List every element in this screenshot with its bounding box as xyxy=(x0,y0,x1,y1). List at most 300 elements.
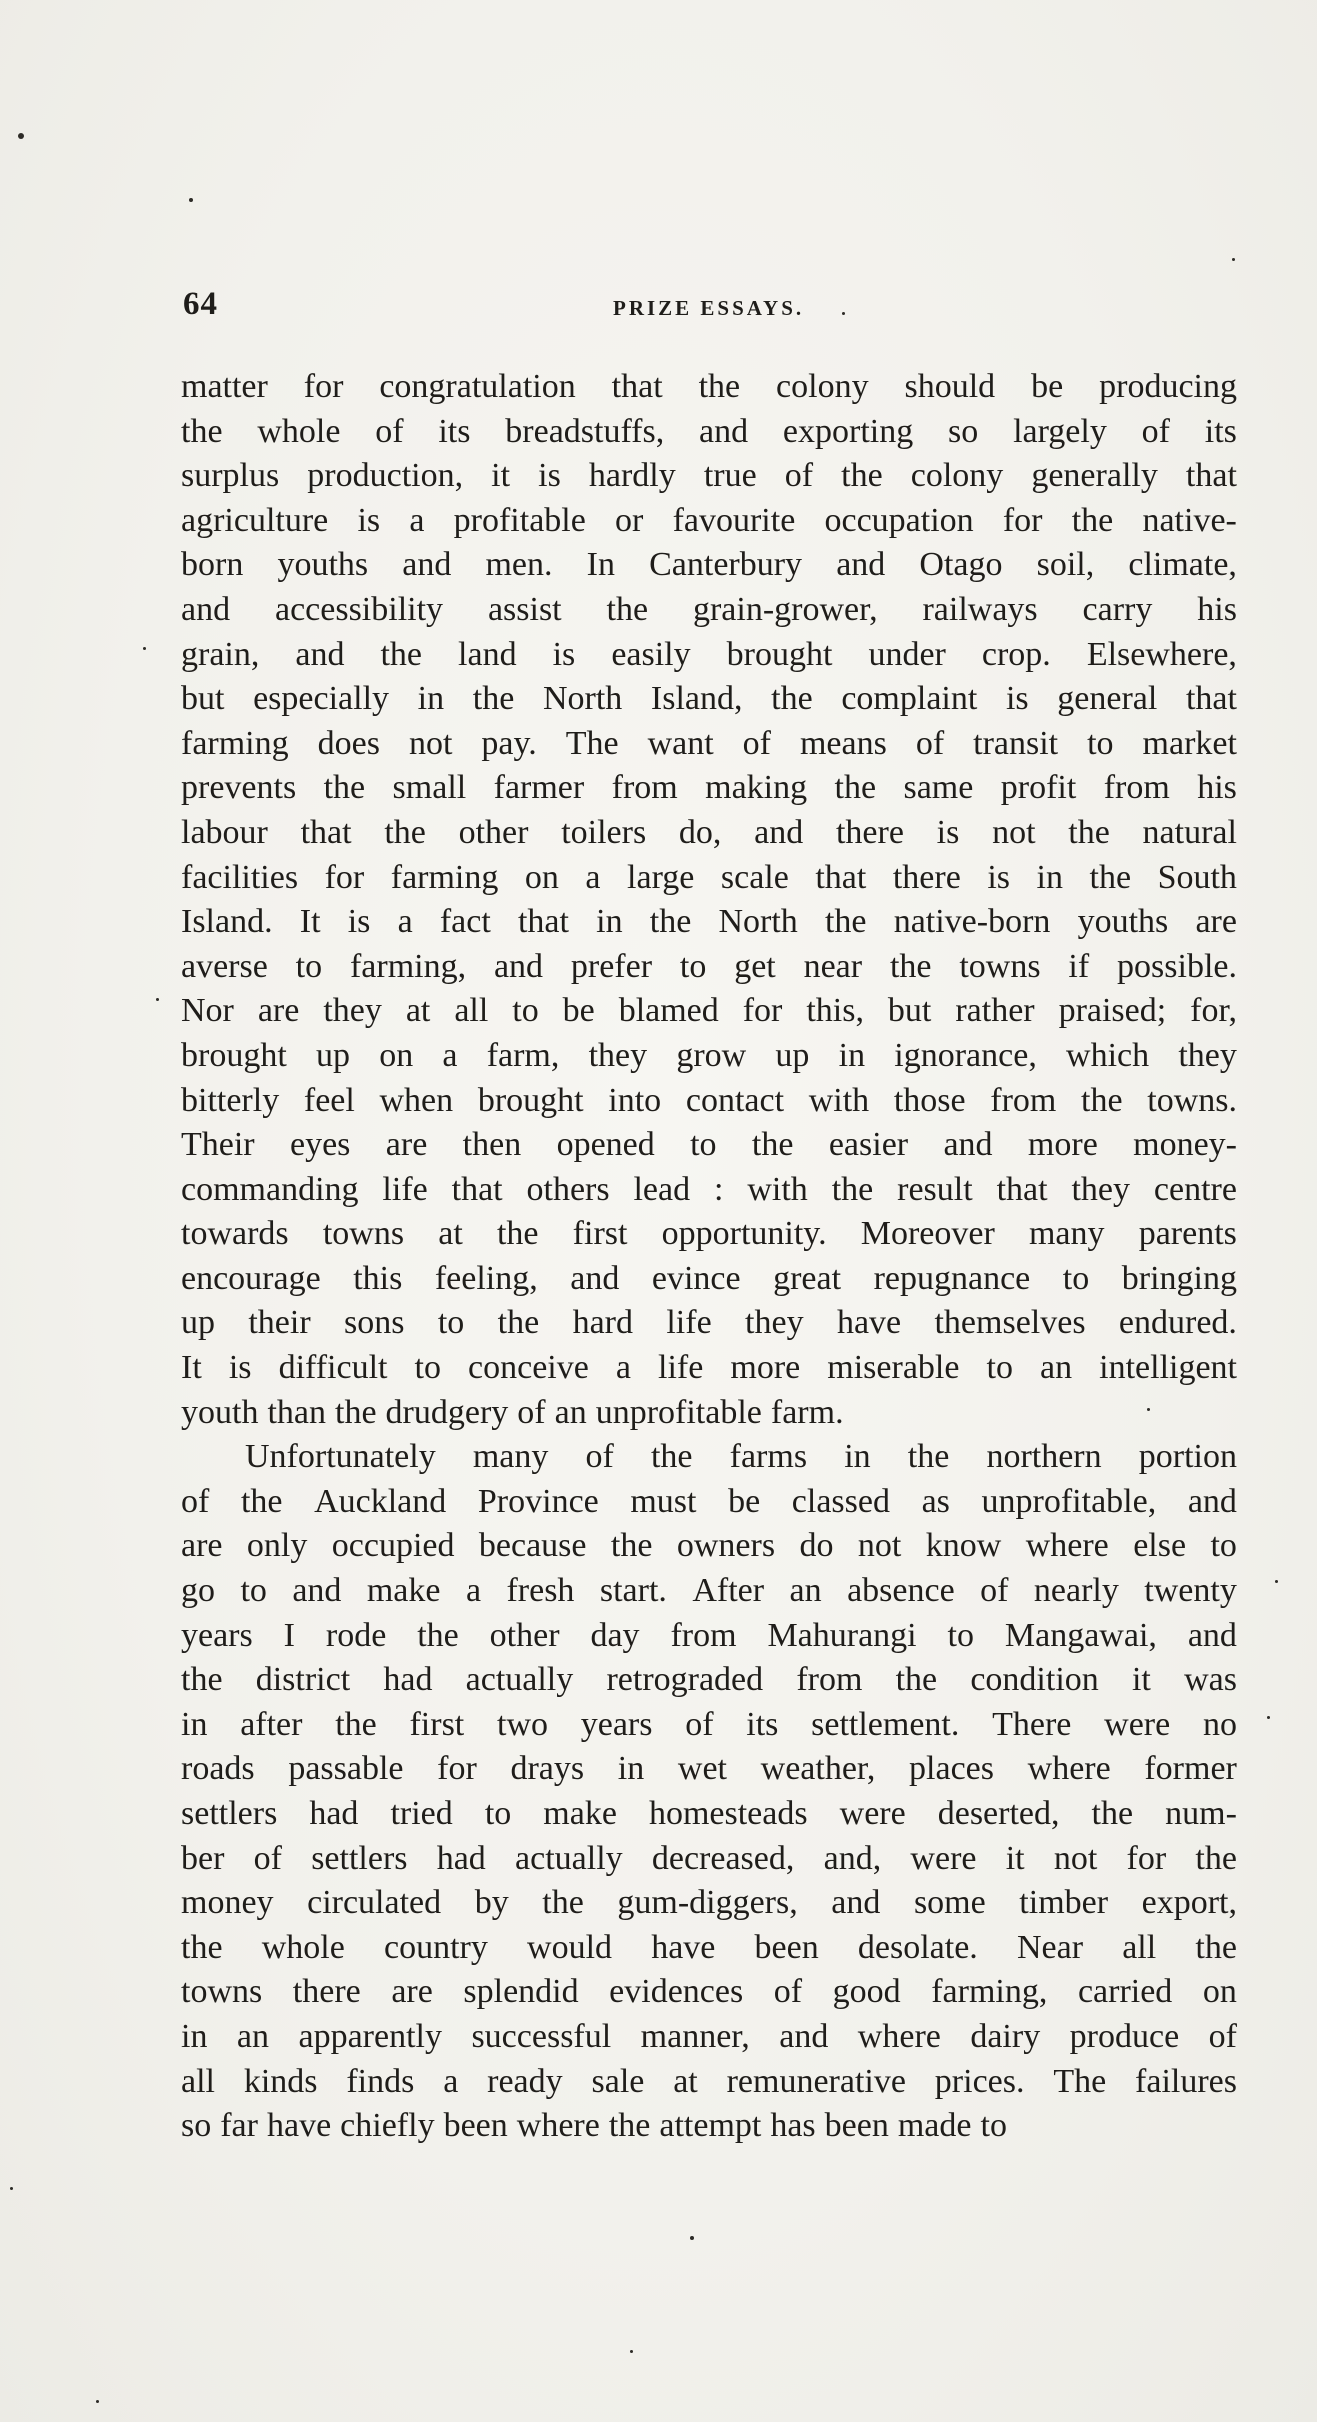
word: Otago xyxy=(919,546,1003,584)
word: exporting xyxy=(782,412,914,450)
word: miserable xyxy=(827,1349,960,1387)
word: failures xyxy=(1135,2062,1237,2100)
text-line xyxy=(181,1034,1237,1079)
text-line xyxy=(181,900,1237,945)
word: made xyxy=(897,2107,972,2145)
word: timber xyxy=(1019,1884,1109,1922)
word: brought xyxy=(181,1036,287,1074)
word: the xyxy=(496,1215,539,1253)
word: towns xyxy=(322,1215,405,1253)
word: the xyxy=(1071,501,1114,539)
word: scale xyxy=(720,858,789,896)
word: towns xyxy=(959,947,1041,985)
word: an xyxy=(236,2017,270,2055)
word: not xyxy=(857,1527,902,1565)
word: successful xyxy=(471,2017,612,2055)
word: farm, xyxy=(486,1036,560,1074)
word: opened xyxy=(556,1126,655,1164)
word: this xyxy=(353,1259,403,1297)
word: to xyxy=(679,947,707,985)
word: life xyxy=(666,1304,712,1342)
word: but xyxy=(887,992,932,1030)
text-line xyxy=(181,1435,1237,1480)
word: of xyxy=(1208,2017,1237,2055)
word: they xyxy=(745,1304,804,1342)
word: Moreover xyxy=(860,1215,995,1253)
text-line xyxy=(181,1658,1237,1703)
word: the xyxy=(610,1527,653,1565)
word: drays xyxy=(510,1750,585,1788)
word: former xyxy=(1144,1750,1237,1788)
word: largely xyxy=(1013,412,1107,450)
word: agriculture xyxy=(181,501,329,539)
word: that xyxy=(815,858,867,896)
word: where xyxy=(857,2017,941,2055)
word: were xyxy=(910,1839,977,1877)
word: not xyxy=(408,724,453,762)
word: the xyxy=(384,813,426,851)
word: carried xyxy=(1077,1973,1173,2011)
word: by xyxy=(474,1884,509,1922)
word: profit xyxy=(1000,769,1077,807)
word: labour xyxy=(181,813,268,851)
word: produce xyxy=(1069,2017,1180,2055)
word: where xyxy=(1025,1527,1109,1565)
text-line xyxy=(181,454,1237,499)
text-line xyxy=(181,2104,1237,2149)
text-line xyxy=(181,1703,1237,1748)
word: an xyxy=(789,1572,822,1610)
word: up xyxy=(775,1036,810,1074)
word: occupation xyxy=(824,501,974,539)
word: had xyxy=(383,1661,433,1699)
word: evidences xyxy=(609,1973,744,2011)
word: owners xyxy=(676,1527,776,1565)
word: is xyxy=(357,501,381,539)
word: the xyxy=(181,1928,223,1966)
word: Unfortunately xyxy=(245,1438,436,1476)
word: on xyxy=(524,858,559,896)
word: know xyxy=(925,1527,1002,1565)
word: to xyxy=(240,1572,267,1610)
word: chiefly xyxy=(340,2107,435,2145)
word: carry xyxy=(1082,590,1153,628)
word: endured. xyxy=(1118,1304,1237,1342)
word: do, xyxy=(678,813,722,851)
word: an xyxy=(554,1393,587,1431)
word: years xyxy=(580,1705,653,1743)
word: make xyxy=(543,1795,617,1832)
word: in xyxy=(417,680,445,718)
word: at xyxy=(438,1215,463,1253)
word: life xyxy=(382,1170,428,1208)
word: an xyxy=(1040,1349,1073,1387)
text-line xyxy=(181,499,1237,544)
word: whole xyxy=(261,1928,345,1966)
word: it xyxy=(491,457,511,495)
text-line xyxy=(181,766,1237,811)
word: they xyxy=(588,1036,648,1074)
word: large xyxy=(627,858,695,896)
word: in xyxy=(838,1036,866,1074)
word: producing xyxy=(1099,368,1237,405)
word: first xyxy=(409,1705,465,1743)
word: not xyxy=(1053,1839,1098,1877)
word: is xyxy=(1005,680,1029,718)
word: so xyxy=(181,2107,212,2145)
dust-speck xyxy=(156,998,159,1001)
word: that xyxy=(611,368,663,405)
word: easier xyxy=(828,1126,909,1164)
word: in xyxy=(844,1438,871,1476)
word: Canterbury xyxy=(649,546,803,584)
word: to xyxy=(1210,1527,1237,1565)
word: on xyxy=(379,1036,414,1074)
word: to xyxy=(947,1616,974,1654)
word: especially xyxy=(253,680,390,718)
word: all xyxy=(181,2062,215,2100)
word: toilers xyxy=(561,813,647,851)
word: of xyxy=(375,412,404,450)
word: up xyxy=(181,1304,215,1342)
word: market xyxy=(1142,724,1237,762)
word: It xyxy=(299,903,321,941)
word: result xyxy=(897,1170,973,1208)
word: want xyxy=(647,724,714,762)
word: good xyxy=(832,1973,901,2011)
word: and xyxy=(1187,1482,1237,1520)
word: Auckland xyxy=(314,1482,447,1520)
dust-speck xyxy=(10,2187,13,2190)
word: all xyxy=(454,992,489,1030)
word: that xyxy=(517,903,569,941)
word: is xyxy=(936,813,960,851)
word: places xyxy=(909,1750,994,1788)
word: difficult xyxy=(278,1349,388,1387)
word: remunerative xyxy=(726,2062,906,2100)
word: born xyxy=(181,546,244,584)
word: under xyxy=(868,635,946,673)
word: the xyxy=(497,1304,540,1342)
word: for, xyxy=(1190,992,1237,1030)
word: they xyxy=(1071,1170,1130,1208)
word: ready xyxy=(487,2062,563,2100)
word: climate, xyxy=(1128,546,1237,584)
word: some xyxy=(913,1884,986,1922)
text-line xyxy=(181,2060,1237,2105)
word: go xyxy=(181,1572,215,1610)
word: manner, xyxy=(640,2017,750,2055)
word: where xyxy=(516,2107,600,2145)
word: been xyxy=(824,2107,889,2145)
word: and xyxy=(1187,1616,1237,1654)
word: a xyxy=(615,1349,631,1387)
word: are xyxy=(257,992,300,1030)
word: blamed xyxy=(618,992,719,1030)
word: there xyxy=(835,813,904,851)
word: his xyxy=(1197,590,1237,628)
word: feeling, xyxy=(434,1259,538,1297)
word: great xyxy=(773,1259,842,1297)
word: of xyxy=(773,1973,803,2011)
word: bitterly xyxy=(181,1081,280,1119)
word: they xyxy=(323,992,382,1030)
text-line xyxy=(181,1747,1237,1792)
word: a xyxy=(465,1572,482,1610)
word: money- xyxy=(1133,1126,1237,1164)
word: to xyxy=(512,992,539,1030)
word: no xyxy=(1202,1705,1237,1743)
word: have xyxy=(266,2107,332,2145)
word: the xyxy=(889,947,932,985)
word: then xyxy=(462,1126,522,1164)
word: native-born xyxy=(893,903,1051,941)
word: day xyxy=(590,1616,640,1654)
word: native- xyxy=(1142,501,1237,539)
word: absence xyxy=(847,1572,955,1610)
word: is xyxy=(552,635,576,673)
word: the xyxy=(698,368,741,405)
word: its xyxy=(1204,412,1237,450)
word: railways xyxy=(922,590,1038,628)
word: fresh xyxy=(506,1572,575,1610)
text-line xyxy=(181,588,1237,633)
word: have xyxy=(651,1928,716,1966)
word: at xyxy=(405,992,431,1030)
text-line xyxy=(181,1301,1237,1346)
word: in xyxy=(1036,858,1063,896)
word: the xyxy=(841,457,883,495)
word: the xyxy=(834,769,877,807)
word: life xyxy=(658,1349,704,1387)
word: accessibility xyxy=(274,590,444,628)
word: intelligent xyxy=(1099,1349,1237,1387)
word: the xyxy=(1068,813,1110,851)
word: sale xyxy=(591,2062,645,2100)
word: start. xyxy=(599,1572,667,1610)
word: from xyxy=(796,1661,863,1699)
word: colony xyxy=(776,368,869,405)
word: for xyxy=(1002,501,1043,539)
dust-speck xyxy=(630,2350,633,2353)
word: many xyxy=(472,1438,549,1476)
word: in xyxy=(181,1705,208,1743)
word: Near xyxy=(1016,1928,1084,1966)
word: of xyxy=(742,724,771,762)
word: so xyxy=(948,412,979,450)
word: in xyxy=(617,1750,645,1788)
word: of xyxy=(784,457,814,495)
word: this, xyxy=(806,992,864,1030)
word: circulated xyxy=(307,1884,442,1922)
dust-speck xyxy=(1275,1580,1278,1583)
word: actually xyxy=(515,1839,623,1877)
word: the xyxy=(335,1705,377,1743)
word: more xyxy=(730,1349,801,1387)
word: dairy xyxy=(970,2017,1041,2055)
word: colony xyxy=(910,457,1004,495)
word: money xyxy=(181,1884,274,1922)
word: ignorance, xyxy=(894,1036,1037,1074)
word: the xyxy=(380,635,423,673)
word: are xyxy=(1195,903,1237,941)
word: his xyxy=(1197,769,1237,807)
text-line xyxy=(181,1480,1237,1525)
dust-speck xyxy=(143,647,146,650)
word: farmer xyxy=(493,769,585,807)
word: apparently xyxy=(298,2017,442,2055)
word: Island. xyxy=(181,903,273,941)
word: and xyxy=(943,1126,993,1164)
word: more xyxy=(1027,1126,1098,1164)
word: condition xyxy=(970,1661,1099,1699)
word: its xyxy=(438,412,471,450)
dust-speck xyxy=(1147,1408,1150,1411)
word: and xyxy=(402,546,452,584)
word: for xyxy=(324,858,365,896)
word: and xyxy=(295,635,345,673)
text-line xyxy=(181,1079,1237,1124)
word: decreased, xyxy=(651,1839,795,1877)
word: from xyxy=(611,769,678,807)
word: and xyxy=(493,947,544,985)
word: would xyxy=(527,1928,613,1966)
text-line xyxy=(181,1569,1237,1614)
word: to xyxy=(980,2107,1007,2145)
word: small xyxy=(392,769,467,807)
word: and xyxy=(570,1259,620,1297)
word: true xyxy=(703,457,757,495)
word: North xyxy=(718,903,798,941)
word: classed xyxy=(791,1482,890,1520)
word: if xyxy=(1068,947,1090,985)
word: homesteads xyxy=(648,1795,808,1832)
word: have xyxy=(836,1304,902,1342)
word: praised; xyxy=(1058,992,1167,1030)
dust-speck xyxy=(842,312,845,315)
word: from xyxy=(670,1616,737,1654)
word: is xyxy=(538,457,561,495)
word: congratulation xyxy=(379,368,576,405)
word: has xyxy=(770,2107,816,2145)
word: easily xyxy=(611,635,691,673)
word: the xyxy=(240,1482,283,1520)
text-line xyxy=(181,1792,1237,1837)
word: Mangawai, xyxy=(1004,1616,1157,1654)
word: to xyxy=(437,1304,465,1342)
word: the xyxy=(335,1393,377,1431)
dust-speck xyxy=(1267,1716,1270,1719)
word: The xyxy=(1053,2062,1107,2100)
word: the xyxy=(1081,1081,1123,1119)
word: the xyxy=(181,412,223,450)
text-line xyxy=(181,1123,1237,1168)
word: matter xyxy=(181,368,268,405)
word: bringing xyxy=(1121,1259,1237,1297)
word: natural xyxy=(1142,813,1237,851)
word: that xyxy=(996,1170,1048,1208)
word: farming, xyxy=(931,1973,1048,2011)
text-line xyxy=(181,989,1237,1034)
word: and xyxy=(836,546,886,584)
word: and xyxy=(754,813,804,851)
text-line xyxy=(181,945,1237,990)
text-line xyxy=(181,1881,1237,1926)
text-line xyxy=(181,1970,1237,2015)
word: tried xyxy=(390,1795,453,1832)
word: generally xyxy=(1031,457,1158,495)
word: kinds xyxy=(243,2062,318,2100)
word: same xyxy=(903,769,974,807)
word: for xyxy=(742,992,783,1030)
word: crop. xyxy=(981,635,1051,673)
word: contact xyxy=(685,1081,785,1119)
text-line xyxy=(181,677,1237,722)
word: into xyxy=(608,1081,662,1119)
word: and xyxy=(831,1884,881,1922)
word: be xyxy=(728,1482,761,1520)
word: deserted, xyxy=(937,1795,1060,1832)
word: wet xyxy=(677,1750,727,1788)
word: towards xyxy=(181,1215,289,1253)
word: the xyxy=(1195,1928,1237,1966)
word: the xyxy=(472,680,515,718)
word: youths xyxy=(1077,903,1169,941)
word: and xyxy=(699,412,749,450)
word: It xyxy=(181,1349,202,1387)
word: the xyxy=(323,769,366,807)
word: profitable xyxy=(453,501,586,539)
word: were xyxy=(1104,1705,1171,1743)
word: the xyxy=(907,1438,950,1476)
word: but xyxy=(181,680,225,718)
word: youths xyxy=(277,546,369,584)
word: its xyxy=(746,1705,779,1743)
word: opportunity. xyxy=(661,1215,827,1253)
word: else xyxy=(1133,1527,1187,1565)
word: when xyxy=(379,1081,454,1119)
word: averse xyxy=(181,947,268,985)
word: pay. xyxy=(481,724,537,762)
word: and xyxy=(181,590,231,628)
word: it xyxy=(1005,1839,1025,1877)
text-line xyxy=(181,410,1237,455)
word: After xyxy=(692,1572,765,1610)
word: parents xyxy=(1138,1215,1237,1253)
word: get xyxy=(734,947,776,985)
text-line xyxy=(181,1391,1237,1436)
word: with xyxy=(747,1170,808,1208)
word: towns. xyxy=(1147,1081,1237,1119)
word: splendid xyxy=(463,1973,579,2011)
word: up xyxy=(315,1036,350,1074)
word: the xyxy=(831,1170,874,1208)
word: Island, xyxy=(650,680,743,718)
word: settlers xyxy=(311,1839,408,1877)
text-line xyxy=(181,543,1237,588)
word: : xyxy=(714,1170,724,1208)
word: from xyxy=(1103,769,1170,807)
word: The xyxy=(565,724,619,762)
word: grow xyxy=(676,1036,747,1074)
word: conceive xyxy=(468,1349,589,1387)
word: the xyxy=(181,1661,223,1699)
word: to xyxy=(295,947,323,985)
word: prices. xyxy=(934,2062,1025,2100)
text-line xyxy=(181,1212,1237,1257)
text-line xyxy=(181,1837,1237,1882)
word: make xyxy=(366,1572,441,1610)
